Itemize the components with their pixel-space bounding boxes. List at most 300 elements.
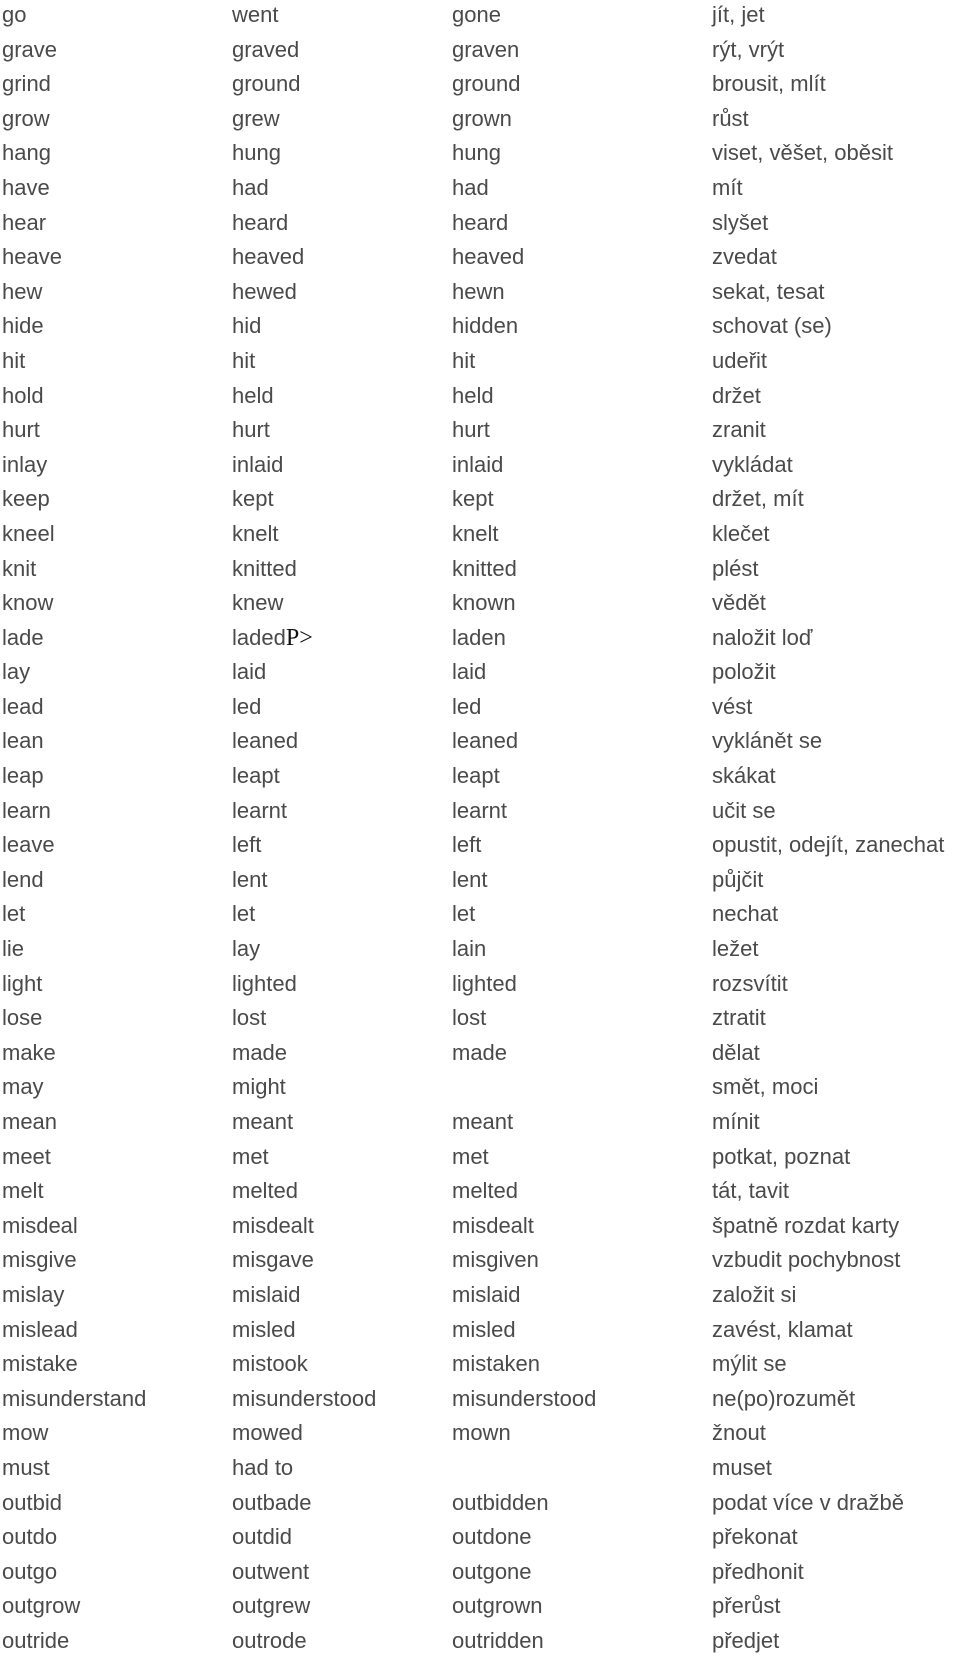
past-simple-cell: [232, 969, 297, 999]
translation-text: viset, věšet, oběsit: [712, 140, 893, 166]
past-participle-text: misunderstood: [452, 1385, 597, 1411]
base-form-text: know: [2, 590, 54, 616]
base-form-text: misgive: [2, 1247, 77, 1273]
base-form-cell: [2, 1280, 64, 1310]
base-form-text: lean: [2, 728, 44, 754]
translation-text: mýlit se: [712, 1351, 787, 1377]
past-simple-cell: [232, 1488, 312, 1518]
past-participle-text: mistaken: [452, 1351, 541, 1377]
base-form-text: outdo: [2, 1524, 58, 1550]
table-row: [0, 519, 960, 554]
table-row: [0, 1280, 960, 1315]
past-simple-cell: [232, 1245, 314, 1275]
past-participle-cell: [452, 1107, 513, 1137]
past-participle-text: hurt: [452, 417, 490, 443]
past-participle-text: hung: [452, 140, 501, 166]
past-participle-cell: [452, 934, 486, 964]
past-simple-cell: [232, 0, 278, 30]
table-row: [0, 69, 960, 104]
past-participle-text: outdone: [452, 1524, 532, 1550]
table-row: [0, 1557, 960, 1592]
base-form-text: meet: [2, 1143, 51, 1169]
translation-text: dělat: [712, 1039, 760, 1065]
table-row: [0, 1211, 960, 1246]
table-row: [0, 692, 960, 727]
past-simple-text: made: [232, 1039, 288, 1065]
base-form-text: melt: [2, 1178, 44, 1204]
past-simple-cell: [232, 1038, 287, 1068]
translation-text: tát, tavit: [712, 1178, 790, 1204]
past-simple-cell: [232, 1418, 303, 1448]
past-simple-cell: [232, 381, 274, 411]
base-form-cell: [2, 1211, 78, 1241]
translation-cell: [712, 1453, 772, 1483]
past-simple-text: mislaid: [232, 1281, 301, 1307]
past-participle-text: outgrown: [452, 1593, 543, 1619]
past-simple-text: mowed: [232, 1420, 303, 1446]
base-form-text: grow: [2, 105, 50, 131]
past-participle-cell: [452, 0, 501, 30]
past-participle-cell: [452, 173, 489, 203]
table-row: [0, 588, 960, 623]
table-row: [0, 554, 960, 589]
base-form-text: hit: [2, 347, 26, 373]
base-form-text: hang: [2, 140, 51, 166]
past-simple-cell: [232, 1107, 293, 1137]
past-participle-text: lighted: [452, 970, 517, 996]
translation-text: předhonit: [712, 1558, 804, 1584]
table-row: [0, 1142, 960, 1177]
stray-glyph: P>: [285, 624, 313, 651]
translation-cell: [712, 796, 776, 826]
translation-text: učit se: [712, 797, 776, 823]
past-participle-cell: [452, 1142, 489, 1172]
translation-text: žnout: [712, 1420, 766, 1446]
past-simple-text: knew: [232, 590, 284, 616]
past-simple-text: held: [232, 382, 274, 408]
base-form-cell: [2, 1245, 77, 1275]
past-simple-text: leapt: [232, 763, 280, 789]
past-participle-cell: [452, 1245, 539, 1275]
base-form-text: outbid: [2, 1489, 62, 1515]
table-row: [0, 1038, 960, 1073]
past-simple-text: misunderstood: [232, 1385, 377, 1411]
past-simple-cell: [232, 415, 270, 445]
past-simple-cell: [232, 519, 278, 549]
past-simple-text: hung: [232, 140, 281, 166]
translation-cell: [712, 761, 776, 791]
table-row: [0, 242, 960, 277]
past-simple-cell: [232, 1003, 266, 1033]
past-participle-cell: [452, 830, 481, 860]
base-form-cell: [2, 450, 47, 480]
table-row: [0, 1453, 960, 1488]
base-form-cell: [2, 1315, 78, 1345]
base-form-cell: [2, 1142, 51, 1172]
base-form-text: outgo: [2, 1558, 58, 1584]
base-form-text: let: [2, 901, 26, 927]
translation-cell: [712, 865, 763, 895]
past-simple-text: knelt: [232, 520, 279, 546]
base-form-text: lose: [2, 1005, 43, 1031]
past-participle-cell: [452, 899, 475, 929]
translation-text: naložit loď: [712, 624, 813, 650]
past-simple-cell: [232, 277, 297, 307]
table-row: [0, 35, 960, 70]
past-simple-cell: [232, 208, 288, 238]
translation-cell: [712, 1384, 855, 1414]
translation-text: mínit: [712, 1109, 760, 1134]
past-participle-cell: [452, 1591, 543, 1621]
table-row: [0, 1591, 960, 1626]
past-simple-text: left: [232, 832, 262, 858]
past-simple-cell: [232, 1384, 376, 1414]
base-form-text: inlay: [2, 451, 48, 477]
table-row: [0, 761, 960, 796]
table-row: [0, 1315, 960, 1350]
base-form-text: grave: [2, 36, 58, 62]
past-participle-cell: [452, 415, 490, 445]
base-form-text: may: [2, 1074, 44, 1100]
past-participle-text: misdealt: [452, 1212, 534, 1238]
translation-text: brousit, mlít: [712, 71, 826, 97]
past-simple-cell: [232, 173, 269, 203]
base-form-cell: [2, 554, 36, 584]
base-form-cell: [2, 934, 24, 964]
table-row: [0, 796, 960, 831]
table-row: [0, 1384, 960, 1419]
past-simple-text: lost: [232, 1005, 267, 1031]
translation-cell: [712, 104, 749, 134]
base-form-text: make: [2, 1039, 56, 1065]
past-participle-text: outgone: [452, 1558, 532, 1584]
base-form-cell: [2, 796, 51, 826]
translation-text: přerůst: [712, 1593, 781, 1619]
table-row: [0, 104, 960, 139]
past-participle-text: gone: [452, 2, 501, 27]
translation-cell: [712, 588, 766, 618]
past-simple-cell: [232, 726, 298, 756]
base-form-text: lend: [2, 866, 44, 892]
base-form-cell: [2, 242, 62, 272]
table-row: [0, 381, 960, 416]
base-form-text: misunderstand: [2, 1385, 147, 1411]
past-simple-text: hit: [232, 347, 256, 373]
table-row: [0, 899, 960, 934]
base-form-text: mean: [2, 1109, 58, 1134]
translation-cell: [712, 35, 784, 65]
translation-text: ztratit: [712, 1005, 766, 1031]
translation-text: zranit: [712, 417, 766, 443]
translation-text: ležet: [712, 936, 759, 962]
translation-cell: [712, 69, 826, 99]
translation-cell: [712, 484, 804, 514]
past-simple-text: graved: [232, 36, 300, 62]
base-form-cell: [2, 346, 25, 376]
base-form-cell: [2, 35, 57, 65]
translation-text: vyklánět se: [712, 728, 823, 754]
base-form-cell: [2, 1453, 50, 1483]
translation-cell: [712, 934, 758, 964]
base-form-cell: [2, 1626, 69, 1656]
past-simple-text: heard: [232, 209, 289, 235]
past-participle-cell: [452, 208, 508, 238]
past-simple-text: had: [232, 174, 269, 200]
past-participle-cell: [452, 450, 503, 480]
past-simple-cell: [232, 1557, 309, 1587]
past-participle-text: made: [452, 1039, 508, 1065]
base-form-cell: [2, 1349, 78, 1379]
base-form-cell: [2, 1522, 57, 1552]
translation-cell: [712, 1003, 766, 1033]
past-simple-text: misgave: [232, 1247, 314, 1273]
base-form-cell: [2, 69, 51, 99]
past-participle-cell: [452, 519, 498, 549]
base-form-cell: [2, 623, 44, 653]
past-participle-text: outbidden: [452, 1489, 549, 1515]
base-form-cell: [2, 1003, 42, 1033]
past-participle-cell: [452, 1003, 486, 1033]
table-row: [0, 1072, 960, 1107]
past-simple-cell: [232, 104, 280, 134]
past-simple-cell: [232, 1626, 307, 1656]
past-participle-cell: [452, 623, 506, 653]
past-simple-text: outdid: [232, 1524, 292, 1550]
translation-text: udeřit: [712, 347, 768, 373]
past-participle-text: lent: [452, 866, 488, 892]
translation-cell: [712, 1038, 760, 1068]
past-simple-text: grew: [232, 105, 280, 131]
past-simple-cell: [232, 796, 287, 826]
past-simple-text: learnt: [232, 797, 288, 823]
past-simple-cell: [232, 1522, 292, 1552]
translation-cell: [712, 1315, 853, 1345]
base-form-cell: [2, 726, 44, 756]
base-form-cell: [2, 173, 50, 203]
past-participle-cell: [452, 657, 486, 687]
past-simple-text: met: [232, 1143, 269, 1169]
base-form-cell: [2, 311, 44, 341]
translation-text: půjčit: [712, 866, 764, 892]
past-simple-cell: [232, 1142, 269, 1172]
past-participle-text: heard: [452, 209, 509, 235]
past-simple-cell: [232, 830, 261, 860]
translation-cell: [712, 173, 743, 203]
table-row: [0, 138, 960, 173]
past-participle-text: meant: [452, 1109, 514, 1134]
translation-cell: [712, 726, 822, 756]
translation-text: držet: [712, 382, 761, 408]
past-simple-cell: [232, 138, 281, 168]
past-simple-text: lighted: [232, 970, 297, 996]
translation-text: předjet: [712, 1627, 780, 1653]
past-participle-text: knitted: [452, 555, 517, 581]
table-row: [0, 450, 960, 485]
translation-text: nechat: [712, 901, 779, 927]
past-participle-text: met: [452, 1143, 489, 1169]
translation-cell: [712, 450, 793, 480]
translation-cell: [712, 554, 758, 584]
translation-text: překonat: [712, 1524, 798, 1550]
past-simple-cell: [232, 1453, 293, 1483]
table-row: [0, 277, 960, 312]
past-participle-cell: [452, 1522, 532, 1552]
past-participle-text: lost: [452, 1005, 487, 1031]
base-form-text: hear: [2, 209, 47, 235]
translation-text: ne(po)rozumět: [712, 1385, 856, 1411]
translation-text: vzbudit pochybnost: [712, 1247, 901, 1273]
past-participle-cell: [452, 1626, 544, 1656]
translation-cell: [712, 138, 893, 168]
past-participle-text: laid: [452, 659, 487, 685]
base-form-cell: [2, 1557, 57, 1587]
translation-text: růst: [712, 105, 749, 131]
base-form-text: outgrow: [2, 1593, 81, 1619]
translation-cell: [712, 415, 766, 445]
table-row: [0, 865, 960, 900]
translation-cell: [712, 1488, 904, 1518]
past-simple-text: misdealt: [232, 1212, 314, 1238]
base-form-cell: [2, 657, 30, 687]
past-simple-cell: [232, 657, 266, 687]
table-row: [0, 346, 960, 381]
translation-text: rýt, vrýt: [712, 36, 785, 62]
past-participle-cell: [452, 69, 521, 99]
base-form-text: hew: [2, 278, 43, 304]
past-simple-text: meant: [232, 1109, 294, 1134]
base-form-cell: [2, 1176, 44, 1206]
translation-text: jít, jet: [712, 2, 765, 27]
base-form-text: keep: [2, 486, 50, 512]
base-form-text: hold: [2, 382, 44, 408]
translation-cell: [712, 1522, 798, 1552]
past-participle-cell: [452, 726, 518, 756]
translation-cell: [712, 1557, 804, 1587]
past-participle-text: melted: [452, 1178, 519, 1204]
past-simple-text: misled: [232, 1316, 296, 1342]
translation-cell: [712, 346, 767, 376]
base-form-cell: [2, 1591, 80, 1621]
table-row: [0, 726, 960, 761]
past-simple-text: led: [232, 693, 262, 719]
base-form-text: heave: [2, 244, 62, 270]
base-form-cell: [2, 208, 46, 238]
past-simple-text: went: [232, 2, 279, 27]
translation-text: špatně rozdat karty: [712, 1212, 900, 1238]
past-simple-cell: [232, 865, 267, 895]
past-simple-text: laded: [232, 624, 286, 650]
past-participle-cell: [452, 1315, 516, 1345]
translation-text: vykládat: [712, 451, 793, 477]
past-participle-text: ground: [452, 71, 521, 97]
base-form-cell: [2, 1488, 62, 1518]
translation-text: klečet: [712, 520, 770, 546]
translation-text: založit si: [712, 1281, 797, 1307]
past-simple-text: might: [232, 1074, 286, 1100]
base-form-cell: [2, 415, 40, 445]
translation-text: rozsvítit: [712, 970, 788, 996]
translation-cell: [712, 969, 788, 999]
past-participle-text: lain: [452, 936, 487, 962]
base-form-text: misdeal: [2, 1212, 78, 1238]
past-simple-cell: [232, 450, 283, 480]
past-simple-cell: [232, 554, 297, 584]
base-form-text: knit: [2, 555, 37, 581]
table-row: [0, 830, 960, 865]
base-form-text: outride: [2, 1627, 70, 1653]
past-simple-cell: [232, 899, 255, 929]
translation-text: potkat, poznat: [712, 1143, 851, 1169]
past-participle-text: learnt: [452, 797, 508, 823]
past-simple-text: lay: [232, 936, 261, 962]
past-participle-cell: [452, 138, 501, 168]
translation-cell: [712, 830, 944, 860]
translation-text: podat více v dražbě: [712, 1489, 905, 1515]
table-row: [0, 1488, 960, 1523]
translation-text: položit: [712, 659, 776, 685]
past-participle-cell: [452, 692, 481, 722]
table-row: [0, 657, 960, 692]
past-participle-cell: [452, 969, 517, 999]
translation-text: smět, moci: [712, 1074, 819, 1100]
base-form-cell: [2, 899, 25, 929]
translation-cell: [712, 242, 777, 272]
base-form-cell: [2, 969, 42, 999]
base-form-cell: [2, 1072, 44, 1102]
base-form-cell: [2, 865, 44, 895]
translation-text: držet, mít: [712, 486, 804, 512]
base-form-text: learn: [2, 797, 51, 823]
table-row: [0, 0, 960, 35]
table-row: [0, 1245, 960, 1280]
base-form-text: mow: [2, 1420, 49, 1446]
base-form-text: hurt: [2, 417, 40, 443]
past-simple-text: lent: [232, 866, 268, 892]
base-form-text: mistake: [2, 1351, 78, 1377]
past-simple-text: outrode: [232, 1627, 307, 1653]
base-form-text: have: [2, 174, 50, 200]
table-row: [0, 1003, 960, 1038]
base-form-text: lade: [2, 624, 44, 650]
table-row: [0, 969, 960, 1004]
base-form-text: grind: [2, 71, 51, 97]
past-participle-text: grown: [452, 105, 512, 131]
base-form-text: lie: [2, 936, 25, 962]
past-simple-cell: [232, 692, 261, 722]
past-simple-text: melted: [232, 1178, 299, 1204]
base-form-cell: [2, 1384, 146, 1414]
table-row: [0, 1522, 960, 1557]
past-simple-text: mistook: [232, 1351, 308, 1377]
translation-text: muset: [712, 1454, 772, 1480]
past-participle-cell: [452, 346, 475, 376]
base-form-text: lead: [2, 693, 44, 719]
past-participle-cell: [452, 761, 500, 791]
translation-text: slyšet: [712, 209, 769, 235]
translation-cell: [712, 623, 812, 653]
past-participle-text: left: [452, 832, 482, 858]
past-simple-cell: [232, 1072, 286, 1102]
table-row: [0, 415, 960, 450]
table-row: [0, 1107, 960, 1142]
translation-cell: [712, 1211, 899, 1241]
past-participle-cell: [452, 381, 494, 411]
past-simple-cell: [232, 588, 283, 618]
translation-cell: [712, 311, 832, 341]
translation-cell: [712, 519, 769, 549]
translation-cell: [712, 1107, 760, 1137]
past-participle-cell: [452, 588, 516, 618]
